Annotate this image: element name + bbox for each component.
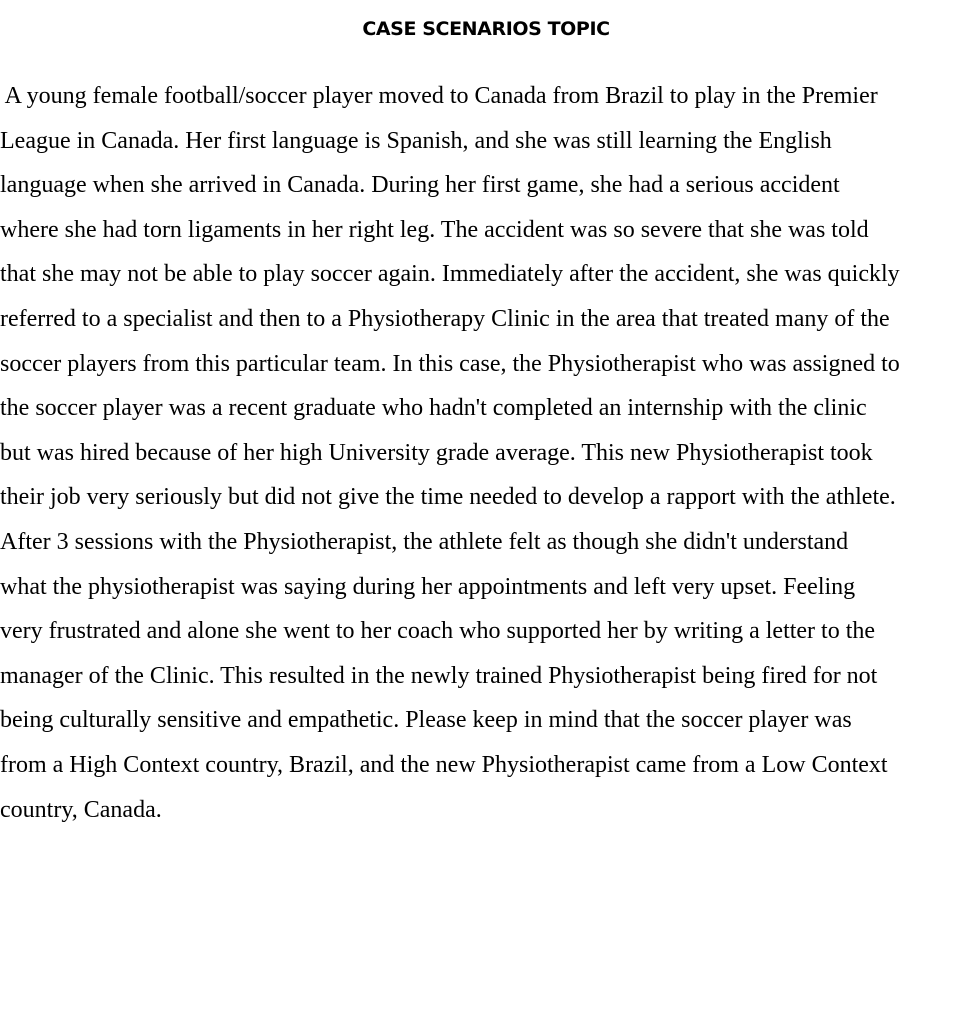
paragraph-line: referred to a specialist and then to a Physiotherapy Clinic in the area that treated many of the [0,305,890,332]
paragraph-line: but was hired because of her high University grade average. This new Physiotherapist took [0,439,873,466]
paragraph-line: the soccer player was a recent graduate who hadn't completed an internship with the clinic [0,395,867,422]
paragraph-line: that she may not be able to play soccer again. Immediately after the accident, she was quickly [0,261,900,288]
paragraph-line: soccer players from this particular team. In this case, the Physiotherapist who was assigned to [0,350,900,377]
paragraph-line: where she had torn ligaments in her right leg. The accident was so severe that she was told [0,216,869,243]
paragraph-line: from a High Context country, Brazil, and the new Physiotherapist came from a Low Context [0,751,888,778]
paragraph-line: After 3 sessions with the Physiotherapist, the athlete felt as though she didn't understand [0,528,849,555]
paragraph-line: country, Canada. [0,796,162,823]
paragraph-line: A young female football/soccer player moved to Canada from Brazil to play in the Premier [0,83,878,109]
paragraph-line: their job very seriously but did not give the time needed to develop a rapport with the athlete. [0,484,896,511]
case-scenario-paragraph [0,74,900,832]
paragraph-line: what the physiotherapist was saying during her appointments and left very upset. Feeling [0,573,856,600]
paragraph-line: manager of the Clinic. This resulted in the newly trained Physiotherapist being fired for not [0,662,878,689]
paragraph-line: being culturally sensitive and empathetic. Please keep in mind that the soccer player was [0,707,852,734]
paragraph-line: League in Canada. Her first language is Spanish, and she was still learning the English [0,127,832,154]
document-title: CASE SCENARIOS TOPIC [362,18,610,40]
paragraph-line: very frustrated and alone she went to her coach who supported her by writing a letter to the [0,618,876,645]
paragraph-line: language when she arrived in Canada. During her first game, she had a serious accident [0,172,840,199]
